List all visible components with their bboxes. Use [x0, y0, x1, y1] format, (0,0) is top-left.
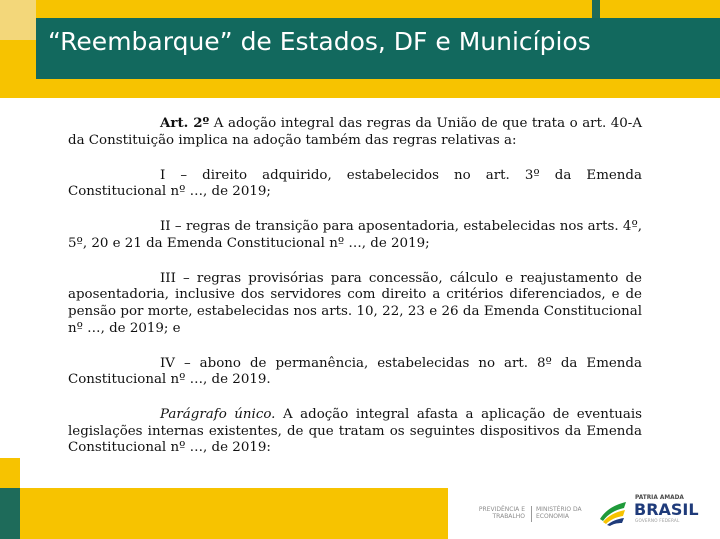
ministry-right-text: MINISTÉRIO DA ECONOMIA: [536, 506, 582, 520]
ministry-divider: [531, 506, 532, 522]
item-text: I – direito adquirido, estabelecidos no art. 3º da Emenda Constitucional nº …, de 2019;: [68, 167, 642, 200]
brand-government: GOVERNO FEDERAL: [635, 518, 680, 523]
brand-tagline: PATRIA AMADA: [635, 495, 684, 501]
item-paragraph: [68, 271, 642, 337]
article-paragraph: [68, 115, 642, 149]
ministry-left-text: PREVIDÊNCIA E TRABALHO: [478, 506, 525, 520]
top-left-accent: [0, 0, 36, 40]
bottom-left-green-accent: [0, 488, 20, 539]
item-paragraph: [68, 168, 642, 201]
ministry-logo: [475, 506, 587, 526]
brand-name: BRASIL: [634, 500, 699, 519]
item-text: II – regras de transição para aposentadoria, estabelecidas nos arts. 4º, 5º, 20 e 21 da Emenda Constitucional nº …, de 2019;: [68, 219, 642, 251]
item-text: III – regras provisórias para concessão, cálculo e reajustamento de aposentadoria, inclusive dos servidores com direito a critérios diferenciados, e de pensão por morte, estabelecidas nos arts. 10, 22, 23 e 26 da Emenda Constitucional nº …, de 2019; e: [68, 270, 642, 336]
paragraph-text: A adoção integral afasta a aplicação de eventuais legislações internas existentes, de que tratam os seguintes dispositivos da Emenda Constitucional nº …, de 2019:: [68, 407, 642, 456]
article-text: A adoção integral das regras da União de que trata o art. 40-A da Constituição implica na adoção também das regras relativas a:: [68, 116, 642, 148]
title-banner: [36, 18, 720, 79]
item-paragraph: [68, 356, 642, 389]
legal-text-block: [68, 115, 642, 457]
sole-paragraph: [68, 407, 642, 457]
item-paragraph: [68, 219, 642, 252]
brasil-logo: [597, 495, 701, 527]
article-label: Art. 2º: [160, 115, 210, 131]
brasil-flag-icon: [597, 495, 629, 527]
paragraph-label: Parágrafo único.: [160, 407, 276, 423]
slide-title: “Reembarque” de Estados, DF e Municípios: [48, 27, 591, 56]
item-text: IV – abono de permanência, estabelecidas no art. 8º da Emenda Constitucional nº …, de 2019.: [68, 355, 642, 388]
left-yellow-accent: [0, 458, 20, 488]
